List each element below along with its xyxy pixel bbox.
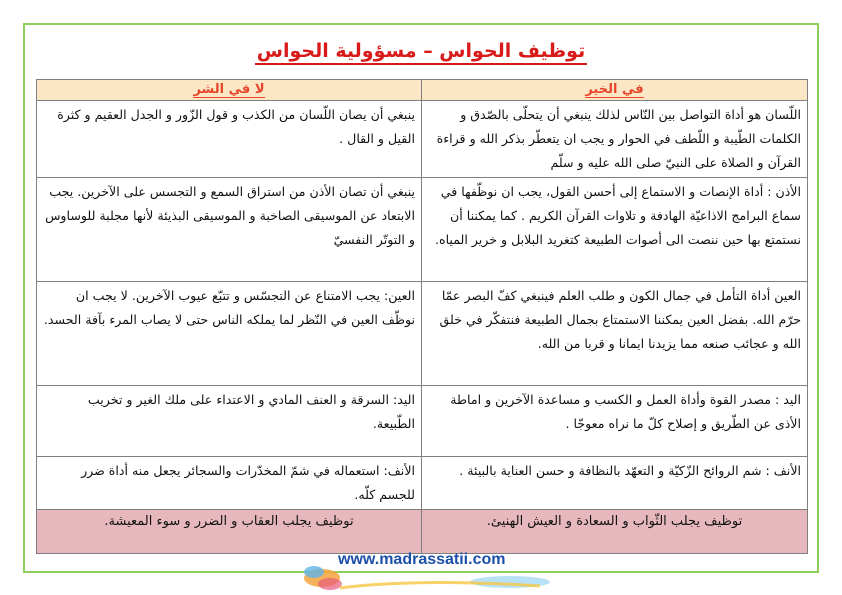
footer-bad: توظيف يجلب العقاب و الضرر و سوء المعيشة. [37,510,422,554]
cell-good-tongue: اللّسان هو أداة التواصل بين النّاس لذلك ينبغي أن يتحلّى بالصّدق و الكلمات الطّيبة و اللّطف في الحوار و يجب ان يتعطّر بذكر الله و قراءة القرآن و الصلاة على النبيّ صلى الله عليه و سلّم [422,101,808,178]
website-link[interactable]: www.madrassatii.com [338,551,506,568]
table-row-tongue [37,101,808,178]
table-header-row [37,80,808,101]
column-header-bad: لا في الشر [37,80,422,101]
table-row-ear [37,178,808,282]
table-row-nose [37,457,808,510]
cell-good-nose: الأنف : شم الروائح الزّكيّة و التعهّد بالنظافة و حسن العناية بالبيئة . [422,457,808,510]
cell-bad-nose: الأنف: استعماله في شمّ المخدّرات والسجائر يجعل منه أداة ضرر للجسم كلّه. [37,457,422,510]
table-row-hand [37,386,808,457]
cell-good-eye: العين أداة التأمل في جمال الكون و طلب العلم فينبغي كفّ البصر عمّا حرّم الله. بفضل العين يمكننا الاستمتاع بجمال الطبيعة فنتفكّر في خلق الله و عجائب صنعه مما يزيدنا ايمانا و قربا من الله. [422,282,808,386]
table-row-eye [37,282,808,386]
cell-good-ear: الأذن : أداة الإنصات و الاستماع إلى أحسن القول، يجب ان نوظّفها في سماع البرامج الاذاعيّة الهادفة و تلاوات القرآن الكريم . كما يمكننا أن نستمتع بها حين ننصت الى أصوات الطبيعة كتغريد البلابل و خرير المياه. [422,178,808,282]
cell-bad-eye: العين: يجب الامتناع عن التجسّس و تتبّع عيوب الآخرين. لا يجب ان نوظّف العين في النّظر لما يملكه الناس حتى لا يصاب المرء بآفة الحسد. [37,282,422,386]
table-footer-row [37,510,808,554]
senses-table [36,79,808,554]
cell-good-hand: اليد : مصدر القوة وأداة العمل و الكسب و مساعدة الآخرين و اماطة الأذى عن الطّريق و إصلاح كلّ ما نراه معوجّا . [422,386,808,457]
footer-good: توظيف يجلب الثّواب و السعادة و العيش الهنيئ. [422,510,808,554]
cell-bad-ear: ينبغي أن تصان الأذن من استراق السمع و التجسس على الآخرين. يجب الابتعاد عن الموسيقى الصاخبة و الموسيقى البذيئة لأنها مجلبة للوساوس و التوتّر النفسيّ [37,178,422,282]
page-title: توظيف الحواس – مسؤولية الحواس [0,40,842,62]
column-header-good: في الخير [422,80,808,101]
cell-bad-tongue: ينبغي أن يصان اللّسان من الكذب و قول الزّور و الجدل العقيم و كثرة القيل و القال . [37,101,422,178]
cell-bad-hand: اليد: السرقة و العنف المادي و الاعتداء على ملك الغير و تخريب الطّبيعة. [37,386,422,457]
